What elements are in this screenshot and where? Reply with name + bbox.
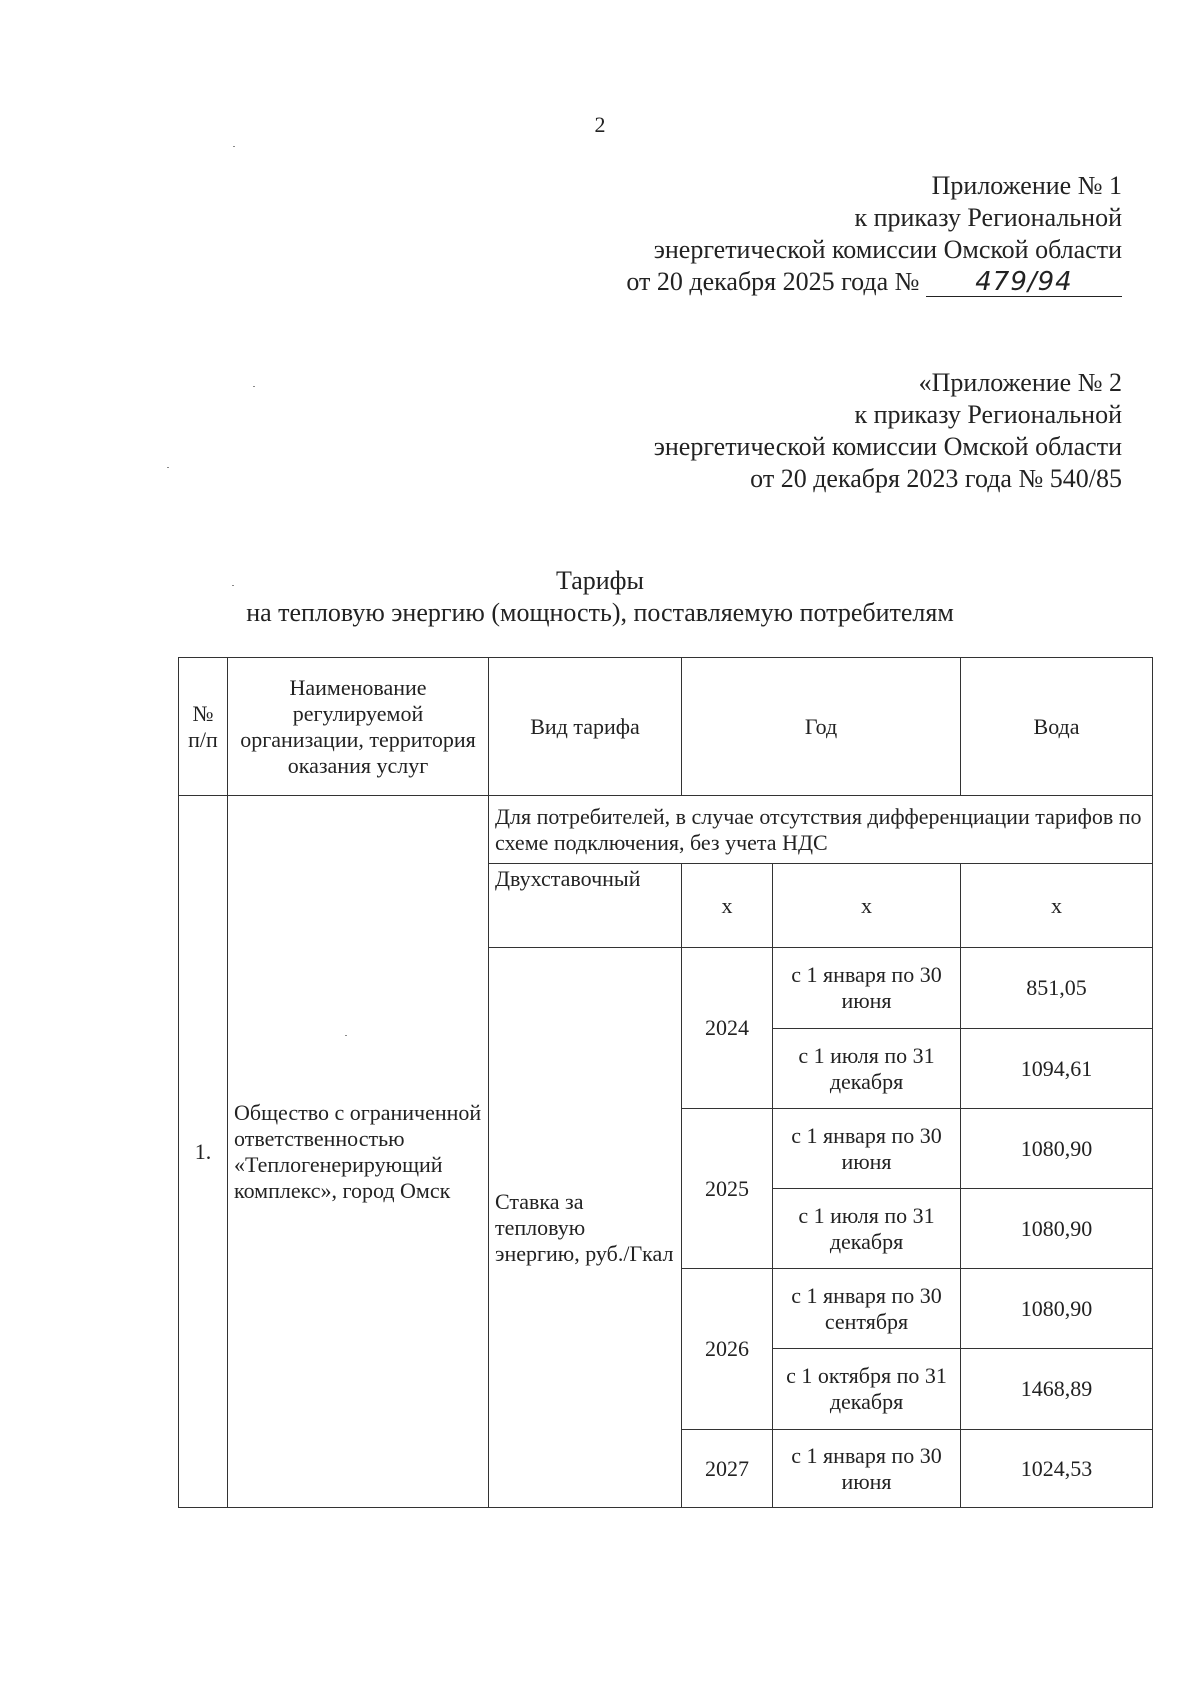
header-year: Год [682, 658, 961, 796]
two-rate-year: х [682, 864, 773, 948]
table-header-row [179, 658, 1153, 796]
annex-1-line-1: Приложение № 1 [931, 171, 1122, 200]
value-cell: 851,05 [961, 948, 1153, 1029]
document-subtitle: на тепловую энергию (мощность), поставляемую потребителям [246, 598, 954, 627]
year-cell-2024: 2024 [682, 948, 773, 1109]
period-cell: с 1 января по 30 июня [773, 1109, 961, 1189]
annex-2-line-4: от 20 декабря 2023 года № 540/85 [750, 464, 1122, 493]
value-cell: 1080,90 [961, 1109, 1153, 1189]
period-cell: с 1 января по 30 июня [773, 948, 961, 1029]
year-cell-2025: 2025 [682, 1109, 773, 1269]
header-organization: Наименование регулируемой организации, территория оказания услуг [228, 658, 489, 796]
annex-2-header [122, 367, 1122, 495]
period-cell: с 1 октября по 31 декабря [773, 1349, 961, 1430]
handwritten-order-number: 479/94 [926, 268, 1122, 297]
annex-1-date: от 20 декабря 2025 года № [626, 267, 920, 296]
year-cell-2027: 2027 [682, 1430, 773, 1508]
value-cell: 1080,90 [961, 1189, 1153, 1269]
value-cell: 1094,61 [961, 1029, 1153, 1109]
annex-2-line-3: энергетической комиссии Омской области [653, 432, 1122, 461]
annex-1-header [122, 170, 1122, 298]
rate-label: Ставка за тепловую энергию, руб./Гкал [489, 948, 682, 1508]
scan-speck [345, 1035, 347, 1036]
period-cell: с 1 января по 30 июня [773, 1430, 961, 1508]
value-cell: 1468,89 [961, 1349, 1153, 1430]
tariffs-table [178, 657, 1153, 1508]
scan-speck [167, 467, 169, 468]
scan-speck [233, 146, 235, 147]
table-row [179, 796, 1153, 864]
value-cell: 1024,53 [961, 1430, 1153, 1508]
year-cell-2026: 2026 [682, 1269, 773, 1430]
two-rate-water: х [961, 864, 1153, 948]
annex-2-line-2: к приказу Региональной [854, 400, 1122, 429]
annex-1-line-3: энергетической комиссии Омской области [653, 235, 1122, 264]
organization-name: Общество с ограниченной ответственностью «Теплогенерирующий комплекс», город Омск [228, 796, 489, 1508]
row-number: 1. [179, 796, 228, 1508]
scan-speck [253, 386, 255, 387]
value-cell: 1080,90 [961, 1269, 1153, 1349]
header-tariff-type: Вид тарифа [489, 658, 682, 796]
two-rate-label: Двухставочный [489, 864, 682, 948]
consumers-note: Для потребителей, в случае отсутствия дифференциации тарифов по схеме подключения, без учета НДС [489, 796, 1153, 864]
scan-speck [232, 585, 234, 586]
header-num: № п/п [179, 658, 228, 796]
page-number: 2 [594, 112, 606, 137]
annex-1-line-2: к приказу Региональной [854, 203, 1122, 232]
period-cell: с 1 июля по 31 декабря [773, 1189, 961, 1269]
annex-2-line-1: «Приложение № 2 [918, 368, 1122, 397]
header-water: Вода [961, 658, 1153, 796]
period-cell: с 1 июля по 31 декабря [773, 1029, 961, 1109]
period-cell: с 1 января по 30 сентября [773, 1269, 961, 1349]
annex-1-line-4 [122, 266, 1122, 298]
two-rate-period: х [773, 864, 961, 948]
document-title: Тарифы [555, 566, 644, 595]
